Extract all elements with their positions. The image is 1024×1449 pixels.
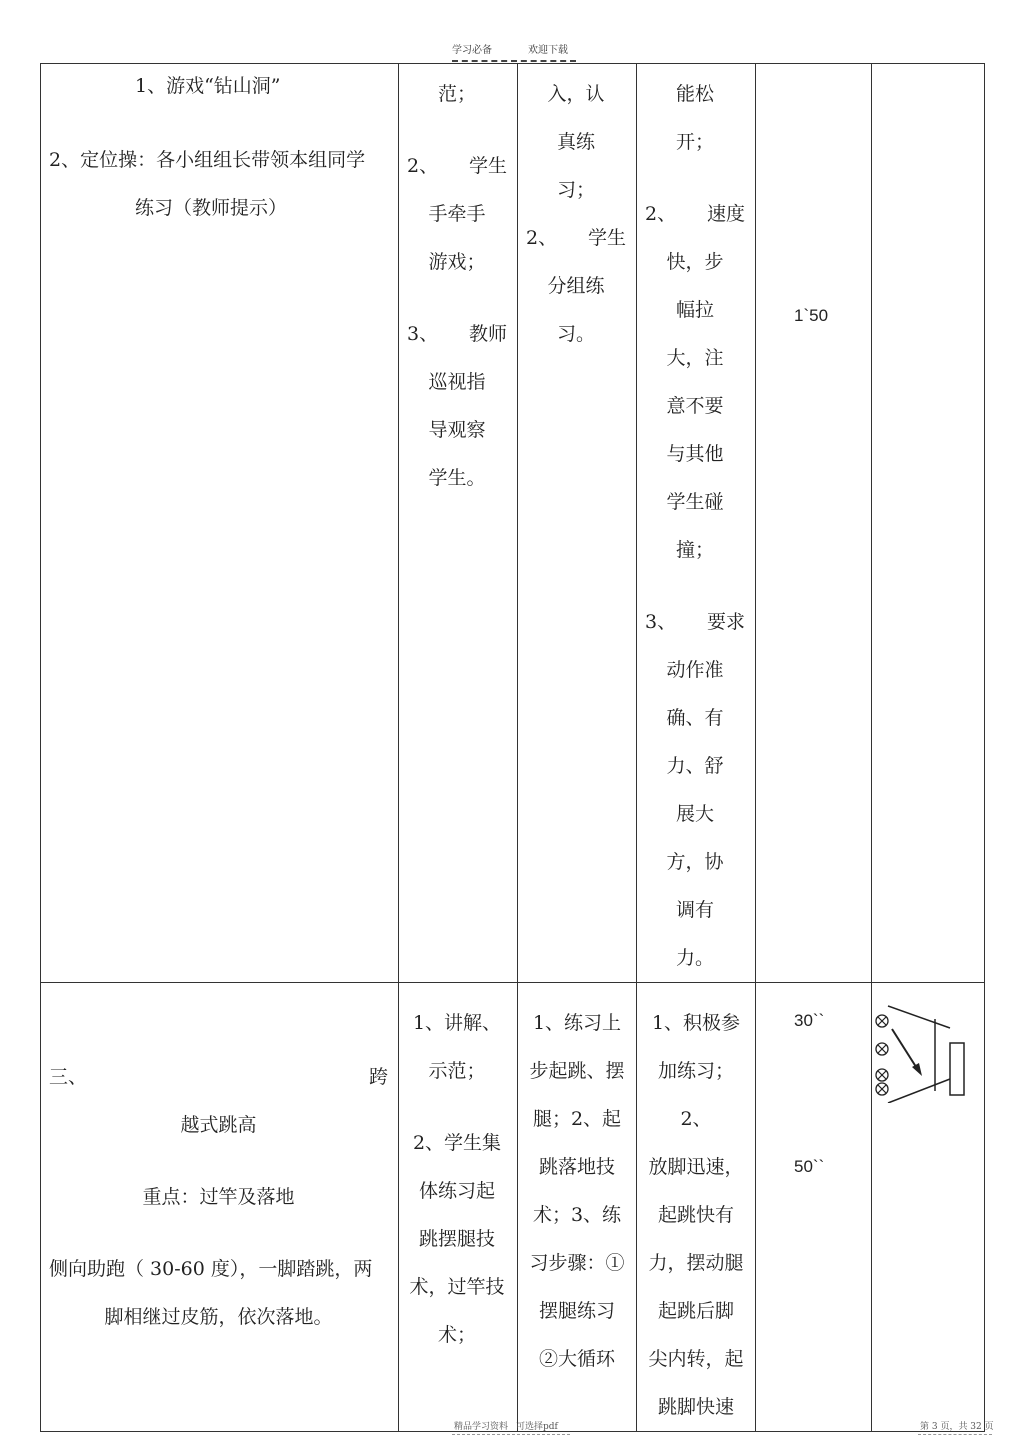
- list-number: 3、: [645, 611, 677, 633]
- footer-left: 精品学习资料: [454, 1422, 509, 1432]
- student-cell: [518, 64, 637, 983]
- student-line: 真练: [556, 131, 595, 153]
- high-jump-diagram: [872, 983, 984, 1103]
- teacher-line: 术，过竿技: [409, 1276, 505, 1298]
- diagram-cell: [872, 983, 985, 1432]
- content-cell: [41, 983, 399, 1432]
- teacher-line: 1、讲解、: [412, 1012, 502, 1034]
- requirement-line: 意不要: [666, 395, 724, 417]
- requirement-line: 放脚迅速，: [648, 1156, 744, 1178]
- requirement-line: 学生碰: [666, 491, 724, 513]
- student-line: 步起跳、摆: [529, 1060, 625, 1082]
- content-line: 1、游戏“钻山洞”: [135, 75, 281, 97]
- student-line: 分组练: [547, 275, 605, 297]
- time-value: 30``: [794, 1011, 825, 1030]
- student-line: 术；3、练: [532, 1204, 622, 1226]
- requirement-line: 确、有: [666, 707, 724, 729]
- student-line: 习步骤：①: [529, 1252, 625, 1274]
- student-line: 跳落地技: [538, 1156, 615, 1178]
- teacher-line: 学生。: [428, 467, 486, 489]
- requirement-line: 尖内转，起: [648, 1348, 744, 1370]
- requirement-line: 加练习；2、: [657, 1060, 734, 1130]
- section-title-part: 跨: [368, 1066, 388, 1088]
- time-value: 50``: [794, 1157, 825, 1176]
- student-line: 腿；2、起: [532, 1108, 622, 1130]
- teacher-line: 教师: [468, 323, 507, 345]
- focus-line: 重点：过竿及落地: [142, 1186, 295, 1208]
- requirement-line: 与其他: [666, 443, 724, 465]
- requirement-line: 力。: [675, 947, 714, 969]
- time-cell: [756, 64, 872, 983]
- athlete-marker-icon: [876, 1043, 888, 1055]
- requirement-line: 展大: [675, 803, 714, 825]
- student-line: 1、练习上: [532, 1012, 622, 1034]
- requirement-line: 大，注: [666, 347, 724, 369]
- footer-middle: 可选择pdf: [516, 1422, 558, 1432]
- time-value: 1`50: [794, 306, 829, 325]
- requirement-line: 力、舒: [666, 755, 724, 777]
- student-line: 习；: [556, 179, 595, 201]
- time-cell: [756, 983, 872, 1432]
- requirement-line: 幅拉: [675, 299, 714, 321]
- teacher-line: 术；: [437, 1324, 476, 1346]
- athlete-marker-icon: [876, 1083, 888, 1095]
- student-line: 摆腿练习: [538, 1300, 615, 1322]
- table-row: [41, 983, 985, 1432]
- student-line: 习。: [556, 323, 595, 345]
- teacher-cell: [399, 64, 518, 983]
- requirement-line: 方，协: [666, 851, 724, 873]
- requirement-line: 调有: [675, 899, 714, 921]
- teacher-line: 学生: [468, 155, 507, 177]
- teacher-line: 跳摆腿技: [418, 1228, 495, 1250]
- header-left: 学习必备: [452, 45, 492, 56]
- list-number: 3、: [407, 323, 439, 345]
- requirement-line: 开；: [675, 131, 714, 153]
- lesson-table: [40, 63, 985, 1432]
- section-title: 越式跳高: [180, 1114, 257, 1136]
- header-right: 欢迎下载: [528, 45, 568, 56]
- list-number: 2、: [526, 227, 558, 249]
- footer-divider: [452, 1434, 570, 1435]
- athlete-marker-icon: [876, 1069, 888, 1081]
- teacher-cell: [399, 983, 518, 1432]
- teacher-line: 2、学生集: [412, 1132, 502, 1154]
- student-line: 入，认: [547, 83, 605, 105]
- requirement-line: 起跳后脚: [657, 1300, 734, 1322]
- athlete-marker-icon: [876, 1015, 888, 1027]
- description-line: 脚相继过皮筋，依次落地。: [104, 1306, 333, 1328]
- section-number: 三、: [49, 1066, 88, 1088]
- table-row: [41, 64, 985, 983]
- list-number: 2、: [645, 203, 677, 225]
- requirement-line: 力，摆动腿: [648, 1252, 744, 1274]
- teacher-line: 巡视指: [428, 371, 486, 393]
- requirement-line: 起跳快有: [657, 1204, 734, 1226]
- footer-divider: [918, 1434, 992, 1435]
- content-cell: [41, 64, 399, 983]
- list-number: 2、: [407, 155, 439, 177]
- diagram-cell: [872, 64, 985, 983]
- student-line: 学生: [587, 227, 626, 249]
- footer-page: 第 3 页，共 32 页: [920, 1422, 994, 1432]
- requirement-line: 速度: [706, 203, 745, 225]
- requirement-cell: [637, 64, 756, 983]
- requirement-line: 撞；: [675, 539, 714, 561]
- requirement-line: 动作准: [666, 659, 724, 681]
- teacher-line: 游戏；: [428, 251, 486, 273]
- description-line: 侧向助跑（ 30-60 度），一脚踏跳，两: [49, 1258, 373, 1280]
- teacher-line: 手牵手: [428, 203, 486, 225]
- content-line: 2、定位操：各小组组长带领本组同学: [49, 149, 366, 171]
- teacher-line: 导观察: [428, 419, 486, 441]
- requirement-cell: [637, 983, 756, 1432]
- teacher-line: 体练习起: [418, 1180, 495, 1202]
- student-cell: [518, 983, 637, 1432]
- requirement-line: 跳脚快速: [657, 1396, 734, 1418]
- requirement-line: 能松: [675, 83, 714, 105]
- content-line: 练习（教师提示）: [135, 197, 288, 219]
- requirement-line: 快，步: [666, 251, 724, 273]
- student-line: ②大循环: [538, 1348, 615, 1370]
- header-divider: [452, 60, 576, 62]
- teacher-line: 示范；: [428, 1060, 486, 1082]
- teacher-line: 范；: [437, 83, 476, 105]
- requirement-line: 1、积极参: [651, 1012, 741, 1034]
- requirement-line: 要求: [706, 611, 745, 633]
